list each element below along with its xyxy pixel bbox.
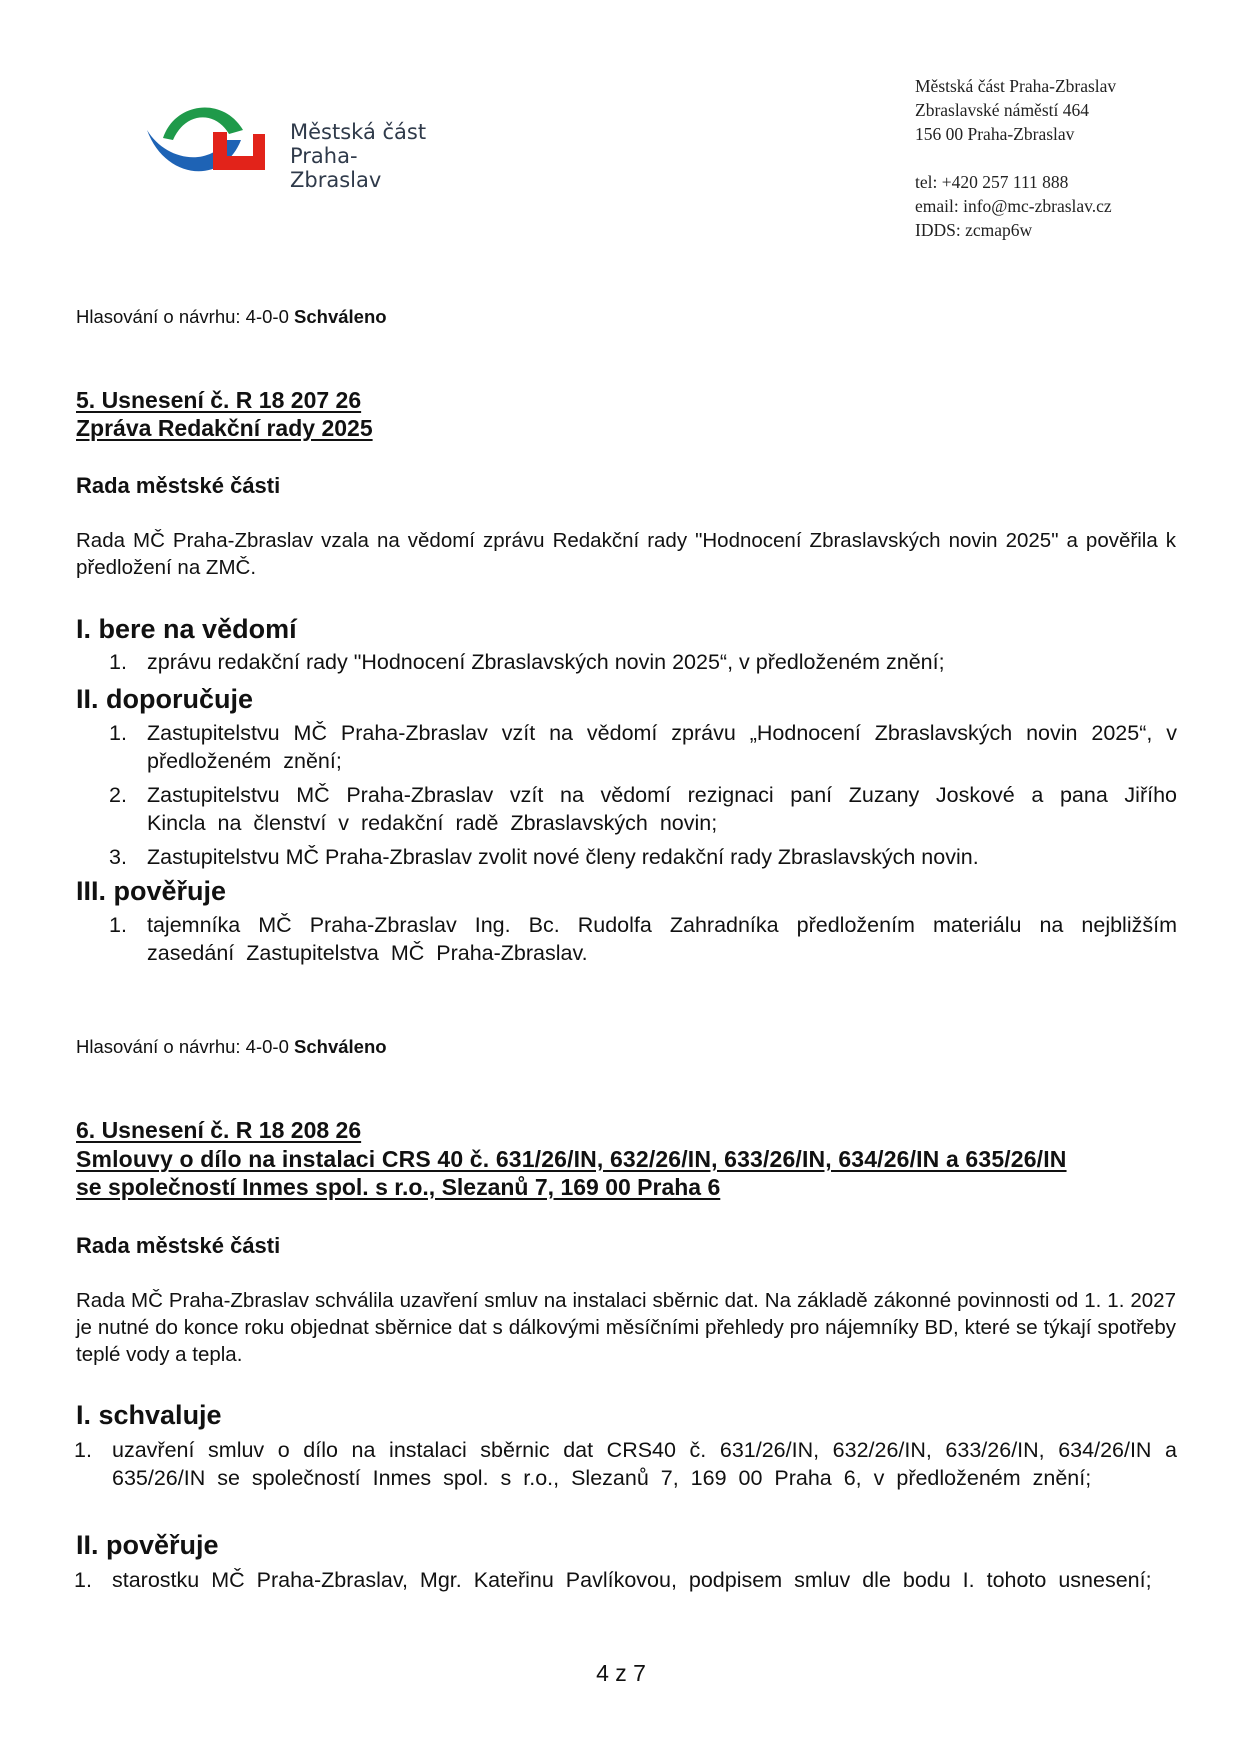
address-line1: Městská část Praha-Zbraslav (915, 76, 1117, 96)
address-idds: IDDS: zcmap6w (915, 220, 1033, 240)
body-label: Rada městské části (76, 473, 281, 498)
logo-line1: Městská část (290, 120, 427, 144)
list-item: 1. starostku MČ Praha-Zbraslav, Mgr. Kateřinu Pavlíkovou, podpisem smluv dle bodu I. tohoto usnesení; (74, 1568, 1152, 1592)
resolution-text: Rada MČ Praha-Zbraslav vzala na vědomí zprávu Redakční rady "Hodnocení Zbraslavských novin 2025" a pověřila k předložení na ZMČ. (76, 529, 1176, 579)
body-label: Rada městské části (76, 1233, 281, 1258)
resolution-subject: Zpráva Redakční rady 2025 (76, 415, 373, 441)
section-heading: III. pověřuje (76, 876, 227, 906)
list-item: 1. Zastupitelstvu MČ Praha-Zbraslav vzít na vědomí zprávu „Hodnocení Zbraslavských novin 2025“, v předloženém znění; (109, 721, 1177, 773)
address-block (915, 74, 1116, 242)
list-item: 1. zprávu redakční rady "Hodnocení Zbraslavských novin 2025“, v předloženém znění; (109, 650, 945, 674)
vote-result (76, 1036, 387, 1058)
list-item: 1. tajemníka MČ Praha-Zbraslav Ing. Bc. Rudolfa Zahradníka předložením materiálu na nejbližším zasedání Zastupitelstva MČ Praha-Zbraslav. (109, 913, 1177, 965)
vote-label: Hlasování o návrhu: 4-0-0 (76, 1036, 289, 1057)
address-line3: 156 00 Praha-Zbraslav (915, 124, 1075, 144)
logo-text (290, 120, 435, 192)
logo-line2: Praha-Zbraslav (290, 144, 382, 192)
list-item: 2. Zastupitelstvu MČ Praha-Zbraslav vzít na vědomí rezignaci paní Zuzany Joskové a pana Jiřího Kincla na členství v redakční radě Zbraslavských novin; (109, 783, 1177, 835)
vote-status: Schváleno (294, 1036, 387, 1057)
list-item: 1. uzavření smluv o dílo na instalaci sběrnic dat CRS40 č. 631/26/IN, 632/26/IN, 633/26/IN, 634/26/IN a 635/26/IN se společností Inmes spol. s r.o., Slezanů 7, 169 00 Praha 6, v předloženém znění; (74, 1438, 1177, 1490)
resolution-subject: Smlouvy o dílo na instalaci CRS 40 č. 631/26/IN, 632/26/IN, 633/26/IN, 634/26/IN a 635/26/IN (76, 1146, 1067, 1172)
vote-result (76, 306, 387, 328)
list-item: 3. Zastupitelstvu MČ Praha-Zbraslav zvolit nové členy redakční rady Zbraslavských novin. (109, 845, 979, 869)
address-tel: tel: +420 257 111 888 (915, 172, 1069, 192)
page-number: 4 z 7 (596, 1660, 646, 1686)
municipality-logo (145, 100, 435, 192)
logo-emblem-icon (145, 100, 285, 180)
address-line2: Zbraslavské náměstí 464 (915, 100, 1089, 120)
address-email: email: info@mc-zbraslav.cz (915, 196, 1112, 216)
section-heading: II. pověřuje (76, 1530, 219, 1560)
vote-label: Hlasování o návrhu: 4-0-0 (76, 306, 289, 327)
resolution-text: Rada MČ Praha-Zbraslav schválila uzavření smluv na instalaci sběrnic dat. Na základě zákonné povinnosti od 1. 1. 2027 je nutné do konce roku objednat sběrnice dat s dálkovými měsíčními přehledy pro nájemníky BD, které se týkají spotřeby teplé vody a tepla. (76, 1289, 1176, 1366)
resolution-number: 5. Usnesení č. R 18 207 26 (76, 387, 362, 413)
section-heading: I. schvaluje (76, 1400, 222, 1430)
resolution-subject: se společností Inmes spol. s r.o., Slezanů 7, 169 00 Praha 6 (76, 1174, 721, 1200)
vote-status: Schváleno (294, 306, 387, 327)
resolution-number: 6. Usnesení č. R 18 208 26 (76, 1117, 362, 1143)
section-heading: II. doporučuje (76, 684, 254, 714)
section-heading: I. bere na vědomí (76, 614, 297, 644)
